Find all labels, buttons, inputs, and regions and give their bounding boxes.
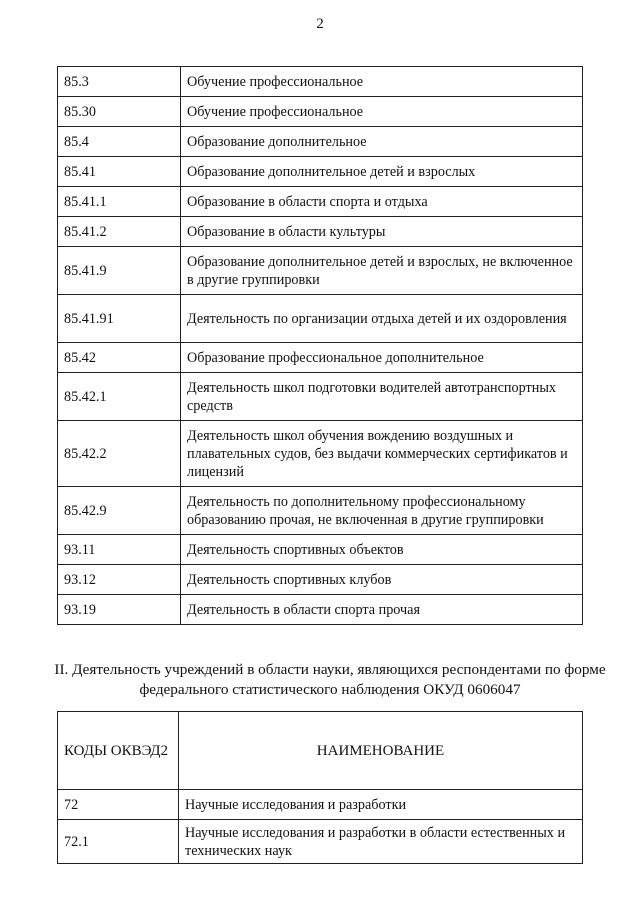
section-title: II. Деятельность учреждений в области науки, являющихся респондентами по форме федерального статистического наблюдения ОКУД 0606047 bbox=[54, 661, 606, 698]
table-row bbox=[58, 295, 583, 343]
activity-name: Обучение профессиональное bbox=[181, 97, 583, 127]
okved-table-continued bbox=[57, 66, 583, 625]
okved-code: 72 bbox=[58, 790, 179, 820]
okved-code: 85.42.9 bbox=[58, 487, 181, 535]
table-row bbox=[58, 97, 583, 127]
okved-code: 85.3 bbox=[58, 67, 181, 97]
activity-name: Научные исследования и разработки bbox=[179, 790, 583, 820]
okved-code: 93.11 bbox=[58, 535, 181, 565]
table-row bbox=[58, 595, 583, 625]
activity-name: Деятельность в области спорта прочая bbox=[181, 595, 583, 625]
okved-code: 93.19 bbox=[58, 595, 181, 625]
okved-code: 85.41.1 bbox=[58, 187, 181, 217]
table-row bbox=[58, 67, 583, 97]
table-row bbox=[58, 127, 583, 157]
table-row bbox=[58, 790, 583, 820]
okved-code: 85.42.1 bbox=[58, 373, 181, 421]
header-code: КОДЫ ОКВЭД2 bbox=[58, 712, 179, 790]
activity-name: Деятельность по организации отдыха детей и их оздоровления bbox=[181, 295, 583, 343]
activity-name: Образование в области культуры bbox=[181, 217, 583, 247]
activity-name: Образование в области спорта и отдыха bbox=[181, 187, 583, 217]
activity-name: Образование профессиональное дополнительное bbox=[181, 343, 583, 373]
okved-code: 85.4 bbox=[58, 127, 181, 157]
table-row bbox=[58, 565, 583, 595]
okved-code: 85.30 bbox=[58, 97, 181, 127]
activity-name: Образование дополнительное детей и взрослых bbox=[181, 157, 583, 187]
activity-name: Научные исследования и разработки в области естественных и технических наук bbox=[179, 820, 583, 864]
activity-name: Деятельность по дополнительному профессиональному образованию прочая, не включенная в другие группировки bbox=[181, 487, 583, 535]
table-row bbox=[58, 343, 583, 373]
science-okved-table bbox=[57, 711, 583, 864]
activity-name: Образование дополнительное детей и взрослых, не включенное в другие группировки bbox=[181, 247, 583, 295]
table-row bbox=[58, 217, 583, 247]
okved-code: 85.41.91 bbox=[58, 295, 181, 343]
header-name: НАИМЕНОВАНИЕ bbox=[179, 712, 583, 790]
okved-code: 85.41.2 bbox=[58, 217, 181, 247]
activity-name: Деятельность спортивных объектов bbox=[181, 535, 583, 565]
table-row bbox=[58, 187, 583, 217]
activity-name: Образование дополнительное bbox=[181, 127, 583, 157]
activity-name: Деятельность спортивных клубов bbox=[181, 565, 583, 595]
page-number: 2 bbox=[316, 16, 324, 32]
okved-code: 93.12 bbox=[58, 565, 181, 595]
okved-code: 85.41.9 bbox=[58, 247, 181, 295]
okved-code: 85.41 bbox=[58, 157, 181, 187]
table-row bbox=[58, 421, 583, 487]
activity-name: Обучение профессиональное bbox=[181, 67, 583, 97]
table-header-row bbox=[58, 712, 583, 790]
table-row bbox=[58, 535, 583, 565]
table-row bbox=[58, 157, 583, 187]
okved-code: 85.42.2 bbox=[58, 421, 181, 487]
activity-name: Деятельность школ обучения вождению воздушных и плавательных судов, без выдачи коммерческих сертификатов и лицензий bbox=[181, 421, 583, 487]
okved-code: 72.1 bbox=[58, 820, 179, 864]
table-row bbox=[58, 373, 583, 421]
okved-code: 85.42 bbox=[58, 343, 181, 373]
table-row bbox=[58, 247, 583, 295]
table-row bbox=[58, 820, 583, 864]
table-row bbox=[58, 487, 583, 535]
activity-name: Деятельность школ подготовки водителей автотранспортных средств bbox=[181, 373, 583, 421]
